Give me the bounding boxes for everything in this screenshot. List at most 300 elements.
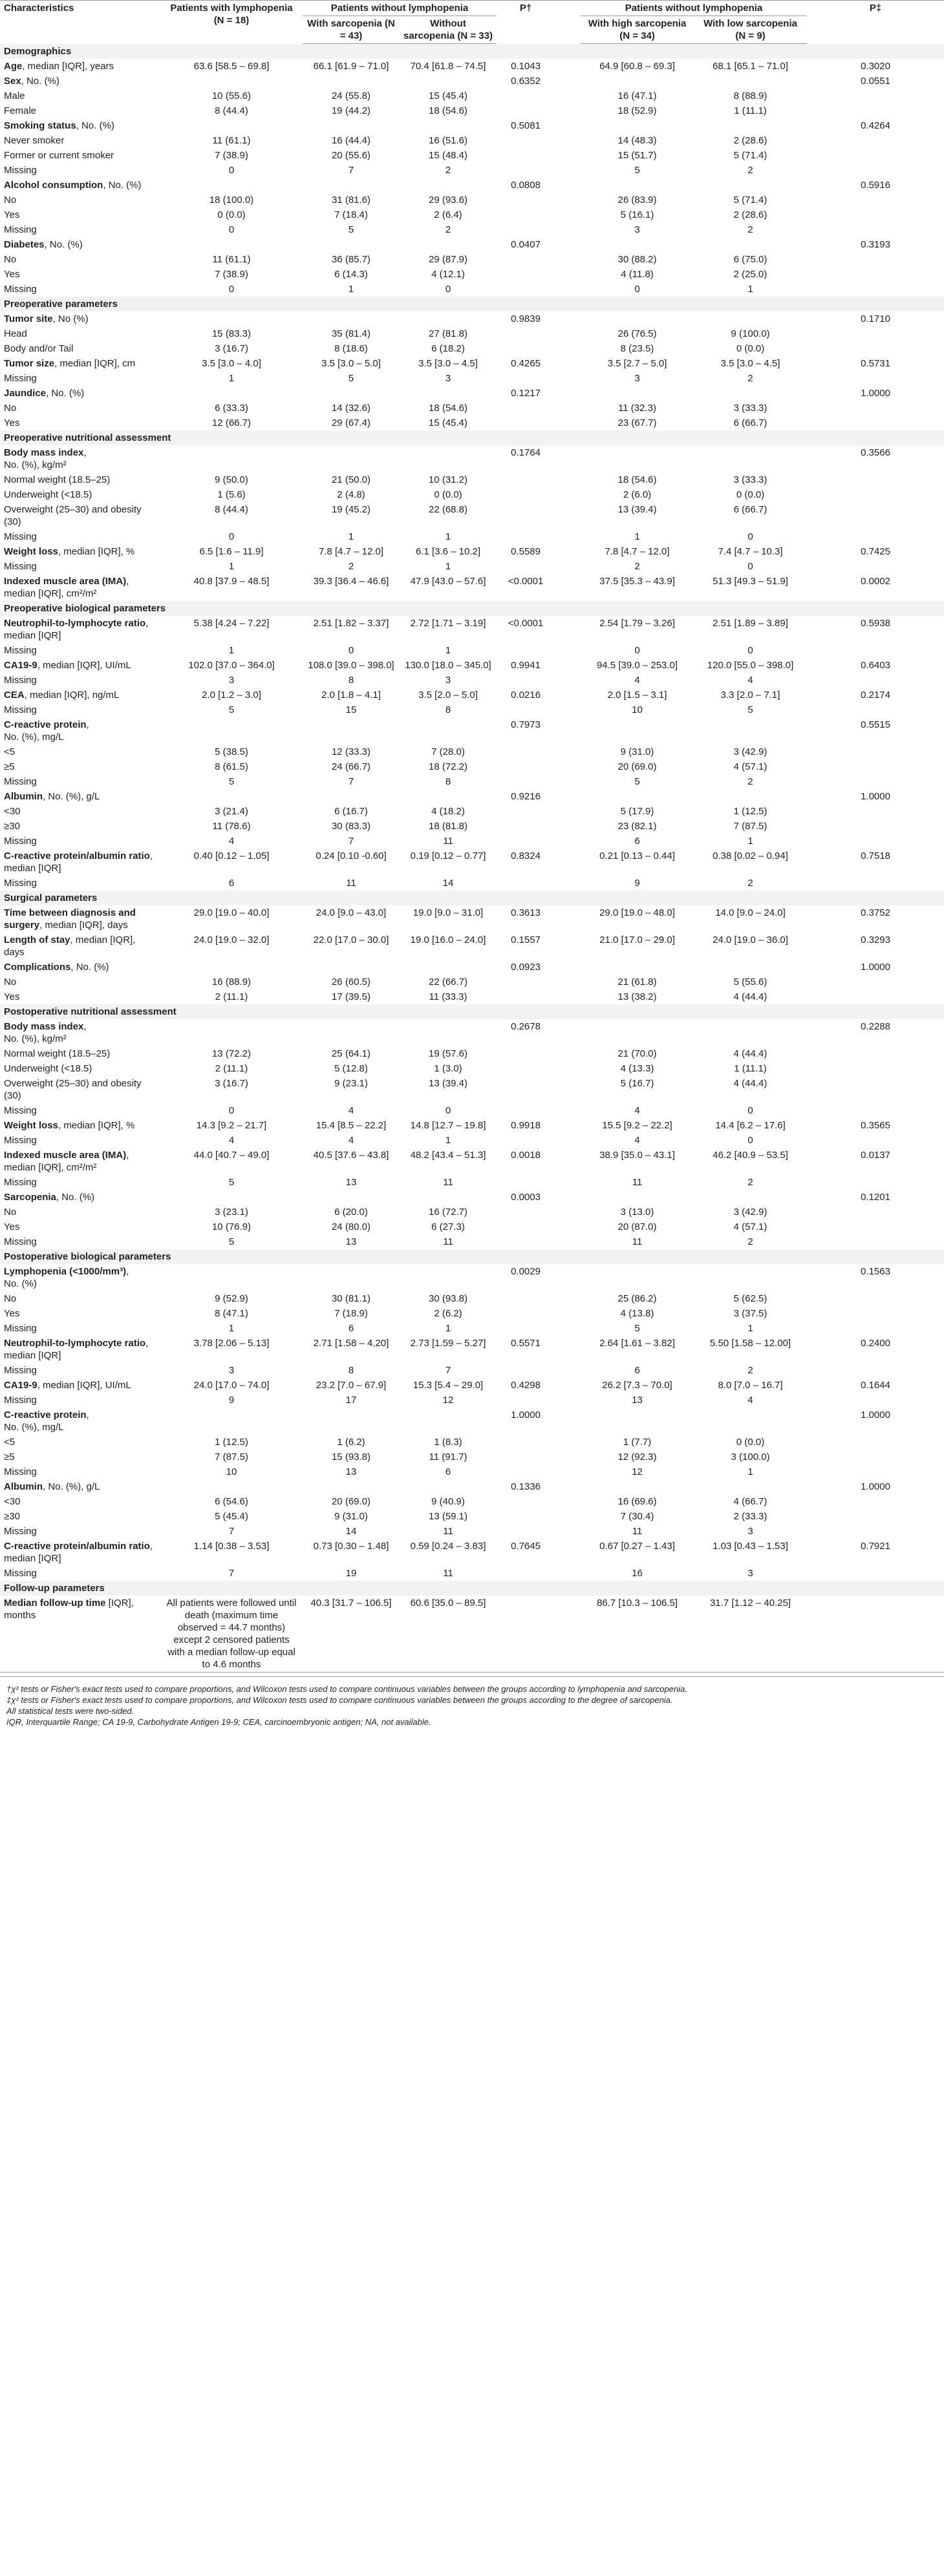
without-sarcopenia-value: 29 (87.9) (428, 254, 468, 265)
row-label (0, 59, 160, 74)
lymphopenia-value: 2 (11.1) (215, 991, 248, 1002)
p-value-1 (497, 472, 555, 487)
with-sarcopenia-value: 3.5 [3.0 – 5.0] (321, 358, 381, 369)
table-row (0, 574, 944, 601)
p-value-1 (497, 1494, 555, 1509)
high-sarcopenia-value: 0 (634, 284, 640, 295)
p-value-2 (807, 1175, 944, 1190)
row-label-suffix: , (86, 719, 89, 730)
high-sarcopenia-value: 2 (634, 561, 640, 572)
low-sarcopenia-value: 4 (57.1) (733, 761, 767, 772)
section-title: Preoperative biological parameters (0, 601, 944, 616)
row-label-text: Missing (4, 1365, 37, 1376)
low-sarcopenia-value: 1 (11.1) (734, 105, 767, 116)
p-value-2 (807, 472, 944, 487)
lymphopenia-value: 7 (38.9) (215, 150, 248, 161)
with-sarcopenia-value (303, 1019, 400, 1046)
table-row (0, 819, 944, 834)
with-sarcopenia-value: 108.0 [39.0 – 398.0] (308, 660, 394, 671)
row-label-text: Missing (4, 561, 37, 572)
p-value-1 (497, 89, 555, 103)
with-sarcopenia-value: 20 (55.6) (331, 150, 371, 161)
p-value-2 (807, 1205, 944, 1219)
row-label-text: Missing (4, 1236, 37, 1247)
table-row (0, 472, 944, 487)
row-label (0, 252, 160, 267)
p-value-1: 1.0000 (511, 1409, 541, 1420)
low-sarcopenia-value: 2 (28.6) (733, 135, 767, 146)
row-label-text: No (4, 1293, 17, 1304)
without-sarcopenia-value: 70.4 [61.8 – 74.5] (410, 61, 486, 72)
row-label-text: Missing (4, 1568, 37, 1579)
low-sarcopenia-value: 6 (66.7) (733, 504, 767, 515)
without-sarcopenia-value: 3 (445, 675, 451, 686)
p-value-2 (807, 1509, 944, 1524)
row-label-text: C-reactive protein/albumin ratio (4, 1541, 150, 1552)
high-sarcopenia-value: 5 (17.9) (620, 806, 654, 817)
p-value-2 (807, 1450, 944, 1464)
row-label-text: Time between diagnosis and surgery (4, 907, 136, 931)
header-lymphopenia: Patients with lymphopenia (N = 18) (160, 1, 303, 44)
high-sarcopenia-value: 4 (634, 1135, 640, 1146)
p-value-2: 0.2400 (861, 1338, 890, 1349)
row-label-text: Body mass index (4, 1021, 84, 1032)
p-value-1: 0.4265 (511, 358, 541, 369)
without-sarcopenia-value: 2 (445, 165, 451, 176)
row-label (0, 1408, 160, 1435)
low-sarcopenia-value: 24.0 [19.0 – 36.0] (713, 934, 788, 945)
table-row (0, 544, 944, 559)
without-sarcopenia-value: 47.9 [43.0 – 57.6] (410, 576, 486, 587)
row-label (0, 163, 160, 178)
with-sarcopenia-value: 4 (348, 1135, 354, 1146)
p-value-2 (807, 989, 944, 1004)
high-sarcopenia-value: 8 (23.5) (620, 343, 654, 354)
table-row (0, 59, 944, 74)
row-label-suffix: , No. (%) (56, 1192, 95, 1203)
p-value-1 (497, 643, 555, 658)
section-title: Follow-up parameters (0, 1581, 944, 1596)
low-sarcopenia-value: 14.0 [9.0 – 24.0] (715, 907, 786, 918)
high-sarcopenia-value: 38.9 [35.0 – 43.1] (599, 1150, 675, 1161)
section-title: Preoperative parameters (0, 297, 944, 311)
table-row (0, 960, 944, 975)
table-row (0, 1306, 944, 1321)
lymphopenia-value: 11 (61.1) (212, 254, 251, 265)
without-sarcopenia-value (400, 960, 497, 975)
low-sarcopenia-value: 4 (44.4) (733, 1048, 767, 1059)
without-sarcopenia-value: 1 (445, 645, 451, 656)
lymphopenia-value: 24.0 [17.0 – 74.0] (193, 1380, 270, 1391)
with-sarcopenia-value (303, 1408, 400, 1435)
with-sarcopenia-value: 0.24 [0.10 -0.60] (316, 850, 387, 861)
row-label (0, 1234, 160, 1249)
high-sarcopenia-value: 11 (632, 1526, 643, 1537)
row-label (0, 804, 160, 819)
table-row (0, 1479, 944, 1494)
with-sarcopenia-value: 17 (39.5) (331, 991, 371, 1002)
row-label (0, 472, 160, 487)
p-value-1 (497, 282, 555, 297)
row-label-text: Missing (4, 224, 37, 235)
low-sarcopenia-value: 5 (71.4) (733, 150, 767, 161)
row-label-suffix: , median [IQR], cm (54, 358, 136, 369)
row-label-text: Lymphopenia (<1000/mm³) (4, 1266, 127, 1277)
p-value-2 (807, 252, 944, 267)
low-sarcopenia-value: 0 (747, 1135, 753, 1146)
without-sarcopenia-value: 19.0 [9.0 – 31.0] (413, 907, 484, 918)
row-label-suffix: , median [IQR], UI/mL (37, 660, 131, 671)
low-sarcopenia-value: 5 (55.6) (733, 977, 767, 987)
row-label-text: Missing (4, 836, 37, 847)
row-label (0, 1450, 160, 1464)
p-value-2 (807, 1596, 944, 1673)
p-value-1 (497, 502, 555, 529)
header-with-sarcopenia: With sarcopenia (N = 43) (303, 16, 400, 44)
with-sarcopenia-value: 1 (348, 531, 354, 542)
with-sarcopenia-value: 7 (18.4) (334, 209, 368, 220)
row-label-units: median [IQR], cm²/m² (4, 1162, 97, 1173)
row-label (0, 1596, 160, 1673)
low-sarcopenia-value: 4 (57.1) (733, 1221, 767, 1232)
high-sarcopenia-value: 15.5 [9.2 – 22.2] (602, 1120, 672, 1131)
low-sarcopenia-value: 4 (66.7) (733, 1496, 767, 1507)
low-sarcopenia-value: 2.51 [1.89 – 3.89] (713, 618, 788, 629)
row-label (0, 207, 160, 222)
table-row (0, 148, 944, 163)
row-label-suffix: , median [IQR], years (22, 61, 114, 72)
p-value-2: 1.0000 (861, 1409, 890, 1420)
p-value-1 (497, 529, 555, 544)
table-row (0, 207, 944, 222)
low-sarcopenia-value: 7 (87.5) (733, 821, 767, 832)
lymphopenia-value: 5 (45.4) (215, 1511, 248, 1522)
section-row (0, 44, 944, 59)
lymphopenia-value (160, 311, 303, 326)
p-value-1: 0.4298 (511, 1380, 541, 1391)
p-value-2 (807, 282, 944, 297)
without-sarcopenia-value: 15.3 [5.4 – 29.0] (413, 1380, 484, 1391)
with-sarcopenia-value: 20 (69.0) (331, 1496, 371, 1507)
p-value-1 (497, 163, 555, 178)
lymphopenia-value (160, 445, 303, 472)
p-value-2 (807, 744, 944, 759)
lymphopenia-value: 5 (228, 776, 235, 787)
p-value-2 (807, 1435, 944, 1450)
low-sarcopenia-value: 0 (0.0) (736, 489, 765, 500)
without-sarcopenia-value: 30 (93.8) (428, 1293, 468, 1304)
row-label-units: No. (%), mg/L (4, 732, 64, 743)
row-label (0, 1363, 160, 1378)
without-sarcopenia-value: 15 (45.4) (428, 90, 468, 101)
table-row (0, 1408, 944, 1435)
without-sarcopenia-value (400, 717, 497, 744)
without-sarcopenia-value (400, 311, 497, 326)
row-label-suffix: , (126, 576, 129, 587)
section-title: Postoperative nutritional assessment (0, 1004, 944, 1019)
without-sarcopenia-value: 11 (443, 1526, 453, 1537)
row-label (0, 1103, 160, 1118)
without-sarcopenia-value: 3.5 [2.0 – 5.0] (418, 690, 478, 701)
p-value-1 (497, 759, 555, 774)
section-title: Postoperative biological parameters (0, 1249, 944, 1264)
p-value-2: 0.7921 (861, 1541, 890, 1552)
high-sarcopenia-value: 3 (634, 224, 640, 235)
p-value-1: 0.0003 (511, 1192, 541, 1203)
p-value-1 (497, 819, 555, 834)
high-sarcopenia-value: 16 (69.6) (617, 1496, 657, 1507)
low-sarcopenia-value: 2 (25.0) (733, 269, 767, 280)
low-sarcopenia-value: 3 (33.3) (733, 474, 767, 485)
with-sarcopenia-value: 30 (83.3) (331, 821, 371, 832)
row-label-text: ≥30 (4, 821, 20, 832)
row-label-text: No (4, 403, 17, 414)
high-sarcopenia-value: 3.5 [2.7 – 5.0] (607, 358, 667, 369)
with-sarcopenia-value (303, 237, 400, 252)
without-sarcopenia-value: 27 (81.8) (428, 328, 468, 339)
row-label (0, 89, 160, 103)
lymphopenia-value: 6 (228, 878, 235, 889)
lymphopenia-value (160, 960, 303, 975)
low-sarcopenia-value: 2 (747, 1365, 753, 1376)
row-label-units: No. (%), mg/L (4, 1422, 64, 1433)
row-label-text: Albumin (4, 791, 43, 802)
without-sarcopenia-value: 11 (91.7) (429, 1452, 467, 1462)
table-row (0, 133, 944, 148)
low-sarcopenia-value (694, 1264, 807, 1291)
row-label-text: Sex (4, 76, 21, 87)
table-row (0, 401, 944, 416)
table-row (0, 744, 944, 759)
without-sarcopenia-value: 3.5 [3.0 – 4.5] (418, 358, 478, 369)
row-label (0, 193, 160, 207)
lymphopenia-value: 4 (228, 836, 235, 847)
high-sarcopenia-value: 4 (634, 675, 640, 686)
low-sarcopenia-value: 2 (747, 1236, 753, 1247)
table-body (0, 44, 944, 1673)
lymphopenia-value: 3 (228, 675, 235, 686)
table-row (0, 702, 944, 717)
high-sarcopenia-value (581, 960, 694, 975)
without-sarcopenia-value: 11 (33.3) (429, 991, 467, 1002)
low-sarcopenia-value (694, 178, 807, 193)
without-sarcopenia-value (400, 178, 497, 193)
without-sarcopenia-value: 0 (445, 1105, 451, 1116)
table-row (0, 371, 944, 386)
table-row (0, 1046, 944, 1061)
header-low-sarcopenia: With low sarcopenia (N = 9) (694, 16, 807, 44)
with-sarcopenia-value: 15 (345, 704, 357, 715)
high-sarcopenia-value: 13 (632, 1395, 643, 1406)
high-sarcopenia-value: 5 (634, 165, 640, 176)
with-sarcopenia-value: 16 (44.4) (331, 135, 371, 146)
row-label (0, 148, 160, 163)
row-label (0, 1205, 160, 1219)
p-value-2 (807, 774, 944, 789)
with-sarcopenia-value: 5 (12.8) (334, 1063, 368, 1074)
lymphopenia-value: 5 (228, 704, 235, 715)
high-sarcopenia-value: 12 (92.3) (617, 1452, 657, 1462)
row-label (0, 774, 160, 789)
row-label-text: Overweight (25–30) and obesity (30) (4, 504, 142, 527)
row-label (0, 759, 160, 774)
without-sarcopenia-value: 1 (445, 1323, 451, 1334)
p-value-2: 0.5916 (861, 180, 890, 191)
row-label-text: Former or current smoker (4, 150, 114, 161)
p-value-2 (807, 1291, 944, 1306)
table-row (0, 252, 944, 267)
lymphopenia-value (160, 717, 303, 744)
low-sarcopenia-value (694, 1479, 807, 1494)
row-label (0, 341, 160, 356)
without-sarcopenia-value: 1 (3.0) (434, 1063, 462, 1074)
low-sarcopenia-value (694, 445, 807, 472)
p-value-2 (807, 487, 944, 502)
high-sarcopenia-value: 7.8 [4.7 – 12.0] (605, 546, 670, 557)
row-label (0, 282, 160, 297)
high-sarcopenia-value: 9 (634, 878, 640, 889)
without-sarcopenia-value: 15 (48.4) (428, 150, 468, 161)
lymphopenia-value: 14.3 [9.2 – 21.7] (196, 1120, 267, 1131)
with-sarcopenia-value: 31 (81.6) (331, 195, 371, 206)
section-row (0, 1581, 944, 1596)
high-sarcopenia-value: 16 (632, 1568, 643, 1579)
row-label-text: Missing (4, 1105, 37, 1116)
section-row (0, 430, 944, 445)
p-value-1: 0.1764 (511, 447, 541, 458)
without-sarcopenia-value: 14 (442, 878, 454, 889)
low-sarcopenia-value: 9 (100.0) (731, 328, 770, 339)
high-sarcopenia-value: 18 (52.9) (617, 105, 657, 116)
row-label (0, 1435, 160, 1450)
lymphopenia-value: 15 (83.3) (211, 328, 252, 339)
p-value-2 (807, 1566, 944, 1581)
row-label-text: No (4, 254, 17, 265)
p-value-1 (497, 326, 555, 341)
with-sarcopenia-value: 6 (20.0) (334, 1207, 368, 1218)
high-sarcopenia-value: 20 (87.0) (617, 1221, 657, 1232)
row-label (0, 673, 160, 688)
row-label-suffix: , No. (%) (70, 962, 109, 973)
p-value-2 (807, 371, 944, 386)
p-value-2: 0.7425 (861, 546, 890, 557)
row-label-suffix: , median [IQR], days (4, 934, 136, 958)
table-row (0, 975, 944, 989)
p-value-1 (497, 1061, 555, 1076)
p-value-2: 0.6403 (861, 660, 890, 671)
with-sarcopenia-value: 30 (81.1) (331, 1293, 371, 1304)
high-sarcopenia-value: 2.64 [1.61 – 3.82] (599, 1338, 675, 1349)
high-sarcopenia-value: 11 (32.3) (618, 403, 656, 414)
high-sarcopenia-value: 5 (16.1) (620, 209, 654, 220)
without-sarcopenia-value: 22 (66.7) (428, 977, 468, 987)
row-label-suffix: , median [IQR], UI/mL (37, 1380, 131, 1391)
row-label-suffix: , (86, 1409, 89, 1420)
lymphopenia-value: 102.0 [37.0 – 364.0] (188, 660, 275, 671)
with-sarcopenia-value (303, 311, 400, 326)
table-row (0, 1291, 944, 1306)
row-label-suffix: , (83, 1021, 87, 1032)
row-label-suffix: , No (%) (52, 313, 89, 324)
without-sarcopenia-value: 130.0 [18.0 – 345.0] (405, 660, 491, 671)
p-value-2: 1.0000 (861, 388, 890, 399)
row-label-suffix: , No. (%) (21, 76, 59, 87)
without-sarcopenia-value: 29 (93.6) (428, 195, 468, 206)
lymphopenia-value: 9 (50.0) (215, 474, 248, 485)
p-value-1: 0.0216 (511, 690, 541, 701)
with-sarcopenia-value: 5 (348, 224, 354, 235)
high-sarcopenia-value: 64.9 [60.8 – 69.3] (599, 61, 675, 72)
low-sarcopenia-value: 46.2 [40.9 – 53.5] (713, 1150, 788, 1161)
lymphopenia-value: 18 (100.0) (209, 195, 254, 206)
table-row (0, 559, 944, 574)
low-sarcopenia-value (694, 1190, 807, 1205)
without-sarcopenia-value: 11 (443, 1177, 453, 1188)
row-label-suffix: [IQR], months (4, 1598, 134, 1621)
low-sarcopenia-value: 0 (747, 1105, 753, 1116)
row-label-suffix: , No. (%), g/L (43, 1481, 100, 1492)
low-sarcopenia-value: 4 (44.4) (733, 991, 767, 1002)
without-sarcopenia-value: 2 (6.2) (434, 1308, 462, 1319)
row-label-text: Missing (4, 1323, 37, 1334)
row-label-suffix: , (126, 1266, 129, 1277)
row-label (0, 487, 160, 502)
p-value-1: 0.3613 (511, 907, 541, 918)
row-label (0, 178, 160, 193)
high-sarcopenia-value: 0.21 [0.13 – 0.44] (599, 850, 675, 861)
without-sarcopenia-value (400, 1408, 497, 1435)
row-label-text: Missing (4, 878, 37, 889)
row-label (0, 544, 160, 559)
without-sarcopenia-value: 18 (54.6) (428, 403, 468, 414)
low-sarcopenia-value: 1 (747, 1466, 753, 1477)
section-row (0, 601, 944, 616)
row-label (0, 1393, 160, 1408)
lymphopenia-value: 40.8 [37.9 – 48.5] (193, 576, 270, 587)
p-value-1 (497, 1393, 555, 1408)
table-row (0, 1393, 944, 1408)
row-label-text: Missing (4, 645, 37, 656)
row-label-text: <5 (4, 1437, 16, 1448)
low-sarcopenia-value: 68.1 [65.1 – 71.0] (713, 61, 788, 72)
low-sarcopenia-value: 14.4 [6.2 – 17.6] (715, 1120, 786, 1131)
row-label-text: <30 (4, 1496, 21, 1507)
with-sarcopenia-value: 25 (64.1) (331, 1048, 371, 1059)
p-value-2: 0.5731 (861, 358, 890, 369)
high-sarcopenia-value (581, 74, 694, 89)
p-value-1: 0.7645 (511, 1541, 541, 1552)
high-sarcopenia-value: 6 (634, 1365, 640, 1376)
low-sarcopenia-value: 4 (747, 675, 753, 686)
without-sarcopenia-value: 1 (445, 561, 451, 572)
high-sarcopenia-value: 21.0 [17.0 – 29.0] (599, 934, 675, 945)
low-sarcopenia-value: 31.7 [1.12 – 40.25] (694, 1596, 807, 1673)
p-value-1 (497, 834, 555, 849)
low-sarcopenia-value (694, 74, 807, 89)
row-label (0, 1148, 160, 1175)
row-label-suffix: , No. (%), g/L (43, 791, 100, 802)
row-label (0, 1046, 160, 1061)
p-value-1: 0.5081 (511, 120, 541, 131)
high-sarcopenia-value: 86.7 [10.3 – 106.5] (581, 1596, 694, 1673)
table-row (0, 688, 944, 702)
row-label (0, 502, 160, 529)
row-label (0, 1539, 160, 1566)
without-sarcopenia-value: 11 (443, 836, 453, 847)
without-sarcopenia-value: 6 (445, 1466, 451, 1477)
high-sarcopenia-value (581, 1190, 694, 1205)
p-value-2: 0.2288 (861, 1021, 890, 1032)
